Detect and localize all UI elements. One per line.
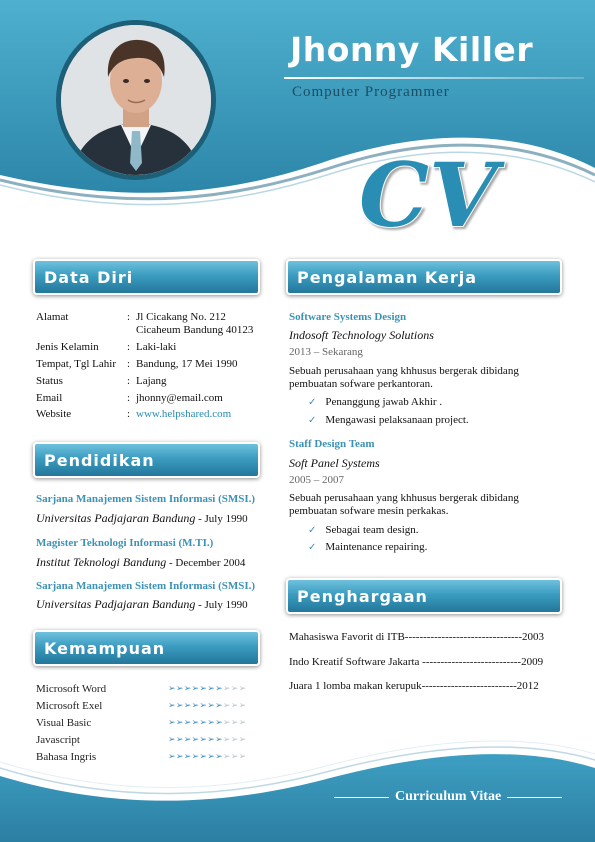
rating-arrow-filled-icon: ➢ <box>168 701 176 711</box>
education-institution <box>36 597 248 612</box>
rating-arrow-empty-icon: ➢ <box>238 684 247 694</box>
rating-arrow-filled-icon: ➢ <box>168 718 176 728</box>
rating-arrow-filled-icon: ➢ <box>215 735 223 745</box>
institution-name: Universitas Padjajaran Bandung <box>36 511 196 525</box>
job-title: Software Systems Design <box>289 311 407 323</box>
colon: : <box>127 408 131 420</box>
footer-line-right <box>507 797 562 798</box>
candidate-name: Jhonny Killer <box>290 30 534 69</box>
education-year: - July 1990 <box>195 599 248 611</box>
rating-arrow-filled-icon: ➢ <box>183 718 192 728</box>
check-icon: ✓ <box>308 415 317 426</box>
rating-arrow-filled-icon: ➢ <box>175 752 184 762</box>
rating-arrow-filled-icon: ➢ <box>215 701 223 711</box>
footer-title <box>328 789 568 805</box>
rating-arrow-filled-icon: ➢ <box>191 718 200 728</box>
section-header-kemampuan: Kemampuan <box>33 630 260 666</box>
rating-arrow-empty-icon: ➢ <box>222 718 231 728</box>
rating-arrow-empty-icon: ➢ <box>238 701 247 711</box>
rating-arrow-empty-icon: ➢ <box>238 718 247 728</box>
name-underline <box>284 77 584 79</box>
value-alamat: Jl Cicakang No. 212 <box>136 311 226 323</box>
rating-arrow-filled-icon: ➢ <box>191 735 200 745</box>
colon: : <box>127 311 131 323</box>
skill-name: Microsoft Exel <box>36 700 103 712</box>
rating-arrow-filled-icon: ➢ <box>215 752 223 762</box>
education-institution <box>36 555 245 570</box>
skill-rating <box>168 735 246 745</box>
rating-arrow-filled-icon: ➢ <box>191 684 200 694</box>
label-tempat-tgl-lahir: Tempat, Tgl Lahir <box>36 358 116 370</box>
job-task <box>308 414 469 426</box>
skill-name: Microsoft Word <box>36 683 107 695</box>
cv-logo-icon <box>355 150 555 240</box>
colon: : <box>127 392 131 404</box>
job-company: Soft Panel Systems <box>289 456 380 470</box>
label-jenis-kelamin: Jenis Kelamin <box>36 341 99 353</box>
rating-arrow-filled-icon: ➢ <box>183 684 192 694</box>
label-email: Email <box>36 392 63 404</box>
rating-arrow-filled-icon: ➢ <box>191 701 200 711</box>
job-task <box>308 524 419 536</box>
rating-arrow-filled-icon: ➢ <box>199 752 208 762</box>
footer-text: Curriculum Vitae <box>395 789 502 804</box>
rating-arrow-filled-icon: ➢ <box>215 684 223 694</box>
skill-rating <box>168 752 246 762</box>
job-task <box>308 541 427 553</box>
rating-arrow-filled-icon: ➢ <box>175 701 184 711</box>
rating-arrow-filled-icon: ➢ <box>175 735 184 745</box>
colon: : <box>127 358 131 370</box>
value-tempat-tgl-lahir: Bandung, 17 Mei 1990 <box>136 358 238 370</box>
rating-arrow-filled-icon: ➢ <box>207 718 216 728</box>
rating-arrow-empty-icon: ➢ <box>230 752 239 762</box>
value-email: jhonny@email.com <box>136 392 223 404</box>
rating-arrow-filled-icon: ➢ <box>215 718 223 728</box>
rating-arrow-filled-icon: ➢ <box>168 684 176 694</box>
check-icon: ✓ <box>308 542 317 553</box>
rating-arrow-filled-icon: ➢ <box>183 735 192 745</box>
rating-arrow-filled-icon: ➢ <box>207 701 216 711</box>
rating-arrow-empty-icon: ➢ <box>222 684 231 694</box>
section-header-penghargaan: Penghargaan <box>286 578 562 614</box>
footer-line-left <box>334 797 389 798</box>
award-item: Juara 1 lomba makan kerupuk--------------------------2012 <box>289 680 539 692</box>
task-text: Sebagai team design. <box>325 524 419 536</box>
check-icon: ✓ <box>308 525 317 536</box>
award-item: Indo Kreatif Software Jakarta ---------------------------2009 <box>289 656 544 668</box>
section-header-pendidikan: Pendidikan <box>33 442 260 478</box>
job-title: Staff Design Team <box>289 438 375 450</box>
rating-arrow-empty-icon: ➢ <box>238 752 247 762</box>
education-institution <box>36 511 248 526</box>
rating-arrow-filled-icon: ➢ <box>207 752 216 762</box>
rating-arrow-filled-icon: ➢ <box>191 752 200 762</box>
job-role: Computer Programmer <box>292 84 450 100</box>
job-period: 2013 – Sekarang <box>289 346 363 358</box>
job-description: Sebuah perusahaan yang khhusus bergerak dibidang pembuatan sofware mesin perkakas. <box>289 492 519 517</box>
task-text: Penanggung jawab Akhir . <box>325 396 443 408</box>
value-status: Lajang <box>136 375 167 387</box>
skill-rating <box>168 718 246 728</box>
rating-arrow-empty-icon: ➢ <box>230 735 239 745</box>
rating-arrow-empty-icon: ➢ <box>222 701 231 711</box>
label-website: Website <box>36 408 72 420</box>
skill-name: Javascript <box>36 734 80 746</box>
institution-name: Universitas Padjajaran Bandung <box>36 597 196 611</box>
institution-name: Institut Teknologi Bandung <box>36 555 167 569</box>
rating-arrow-empty-icon: ➢ <box>222 752 231 762</box>
person-avatar-icon <box>61 25 211 175</box>
rating-arrow-empty-icon: ➢ <box>238 735 247 745</box>
rating-arrow-empty-icon: ➢ <box>230 718 239 728</box>
section-header-pengalaman: Pengalaman Kerja <box>286 259 562 295</box>
label-alamat: Alamat <box>36 311 69 323</box>
education-year: - December 2004 <box>166 557 246 569</box>
cv-logo-text: CV <box>359 150 498 240</box>
rating-arrow-filled-icon: ➢ <box>199 684 208 694</box>
check-icon: ✓ <box>308 397 317 408</box>
website-link[interactable]: www.helpshared.com <box>136 408 232 420</box>
job-task <box>308 396 442 408</box>
skill-name: Bahasa Ingris <box>36 751 97 763</box>
skill-rating <box>168 701 246 711</box>
rating-arrow-filled-icon: ➢ <box>207 684 216 694</box>
education-degree: Sarjana Manajemen Sistem Informasi (SMSI.) <box>36 580 256 592</box>
rating-arrow-filled-icon: ➢ <box>199 735 208 745</box>
rating-arrow-filled-icon: ➢ <box>199 718 208 728</box>
task-text: Mengawasi pelaksanaan project. <box>325 414 469 426</box>
value-jenis-kelamin: Laki-laki <box>136 341 177 353</box>
rating-arrow-filled-icon: ➢ <box>168 735 176 745</box>
skill-name: Visual Basic <box>36 717 92 729</box>
job-description: Sebuah perusahaan yang khhusus bergerak dibidang pembuatan sofware perkantoran. <box>289 365 519 390</box>
task-text: Maintenance repairing. <box>325 541 428 553</box>
education-year: - July 1990 <box>195 513 248 525</box>
award-item: Mahasiswa Favorit di ITB--------------------------------2003 <box>289 631 545 643</box>
rating-arrow-filled-icon: ➢ <box>175 718 184 728</box>
rating-arrow-filled-icon: ➢ <box>199 701 208 711</box>
rating-arrow-filled-icon: ➢ <box>183 752 192 762</box>
profile-photo <box>56 20 216 180</box>
rating-arrow-empty-icon: ➢ <box>230 684 239 694</box>
rating-arrow-empty-icon: ➢ <box>230 701 239 711</box>
rating-arrow-empty-icon: ➢ <box>222 735 231 745</box>
colon: : <box>127 375 131 387</box>
label-status: Status <box>36 375 63 387</box>
rating-arrow-filled-icon: ➢ <box>207 735 216 745</box>
colon: : <box>127 341 131 353</box>
skill-rating <box>168 684 246 694</box>
rating-arrow-filled-icon: ➢ <box>175 684 184 694</box>
education-degree: Sarjana Manajemen Sistem Informasi (SMSI.) <box>36 493 256 505</box>
job-company: Indosoft Technology Solutions <box>289 328 434 342</box>
education-degree: Magister Teknologi Informasi (M.TI.) <box>36 537 214 549</box>
job-period: 2005 – 2007 <box>289 474 344 486</box>
rating-arrow-filled-icon: ➢ <box>183 701 192 711</box>
section-header-data-diri: Data Diri <box>33 259 260 295</box>
value-alamat-line2: Cicaheum Bandung 40123 <box>136 324 254 336</box>
rating-arrow-filled-icon: ➢ <box>168 752 176 762</box>
